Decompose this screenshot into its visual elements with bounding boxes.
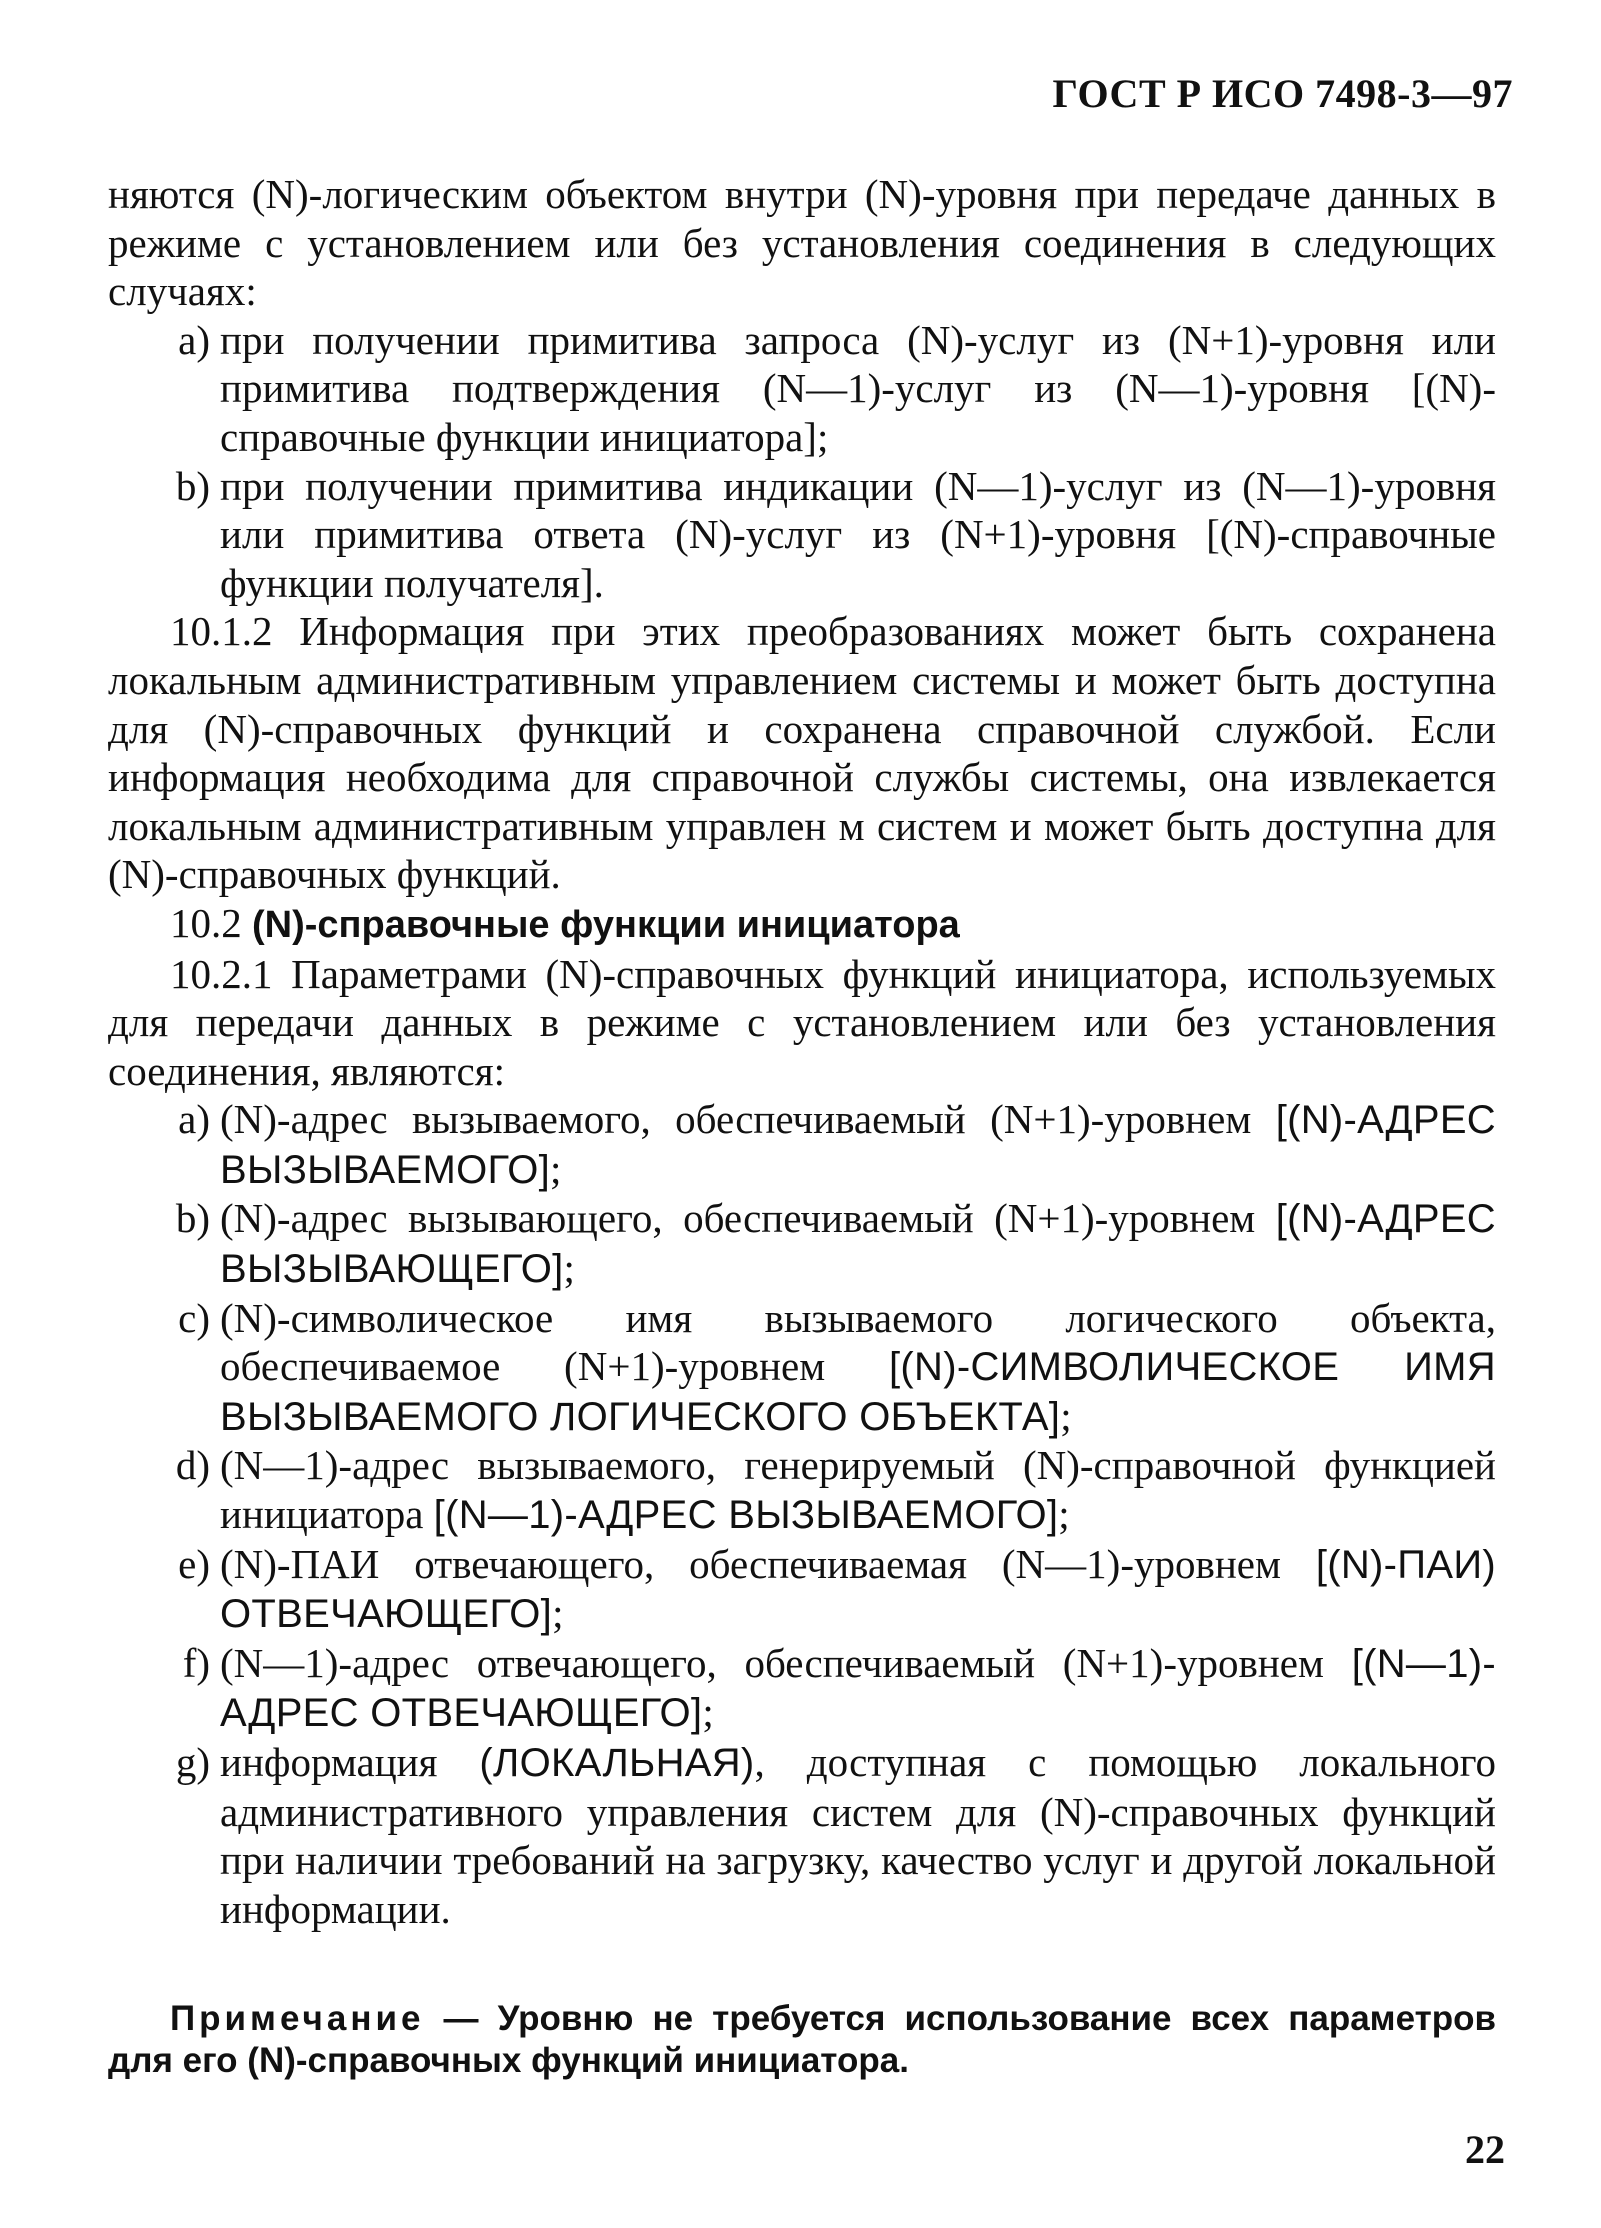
list-item-text (220, 1441, 1496, 1539)
parameter-name: [(N)-АДРЕС ВЫЗЫВАЕМОГО] (220, 1098, 1496, 1192)
page-number: 22 (1465, 2127, 1505, 2172)
list-marker: g) (175, 1739, 210, 1785)
list-item-text: при получении примитива индикации (N—1)-услуг из (N—1)-уровня или примитива ответа (N)-услуг из (N+1)-уровня [(N)-справочные функции получателя]. (220, 462, 1496, 606)
item-text: (N)-адрес вызываемого, обеспечиваемый (N+1)-уровнем (220, 1096, 1276, 1143)
list-marker: a) (178, 1096, 210, 1143)
item-text: информация (220, 1739, 480, 1785)
list-item (108, 1639, 1496, 1738)
list-item-text (220, 1639, 1496, 1738)
item-tail: , доступная с помощью локального административного управления систем для (N)-справочных функций при наличии требований на загрузку, качество услуг и другой локальной информации. (220, 1739, 1497, 1932)
item-tail: ; (1060, 1392, 1072, 1439)
intro-paragraph: няются (N)-логическим объектом внутри (N)-уровня при передаче данных в режиме с установлением или без установления соединения в следующих случаях: (108, 171, 1496, 315)
list-item-text (220, 1540, 1496, 1639)
parameter-name: [(N)-СИМВОЛИЧЕСКОЕ ИМЯ ВЫЗЫВАЕМОГО ЛОГИЧЕСКОГО ОБЪЕКТА] (220, 1345, 1496, 1439)
list-item-text: при получении примитива запроса (N)-услуг из (N+1)-уровня или примитива подтверждения (N—1)-услуг из (N—1)-уровня [(N)-справочные функции инициатора]; (220, 316, 1496, 460)
item-text: (N)-символическое имя вызываемого логического объекта, обеспечиваемое (N+1)-уровнем (220, 1294, 1496, 1390)
list-item (108, 1194, 1496, 1293)
list-item (108, 316, 1496, 462)
list-item (108, 462, 1496, 608)
list-parameters (108, 1095, 1496, 1933)
page-header: ГОСТ Р ИСО 7498-3—97 (1052, 71, 1513, 116)
list-item-text (220, 1095, 1496, 1194)
list-marker: e) (178, 1540, 210, 1587)
paragraph-10-1-2: 10.1.2 Информация при этих преобразованиях может быть сохранена локальным административным управлением системы и может быть доступна для (N)-справочных функций и сохранена справочной службой. Если информация необходима для справочной службы системы, она извлекается локальным административным управлен м систем и может быть доступна для (N)-справочных функций. (108, 608, 1496, 898)
parameter-name: [(N)-ПАИ) ОТВЕЧАЮЩЕГО] (220, 1542, 1496, 1637)
list-item-text (220, 1738, 1496, 1933)
list-item (108, 1540, 1496, 1639)
list-item (108, 1095, 1496, 1194)
section-number: 10.2 (170, 899, 242, 946)
parameter-name: [(N—1)-АДРЕС ОТВЕЧАЮЩЕГО] (220, 1641, 1496, 1736)
list-item (108, 1294, 1496, 1442)
item-tail: ; (702, 1689, 714, 1736)
list-item-text (220, 1194, 1496, 1293)
parameter-name: [(N—1)-АДРЕС ВЫЗЫВАЕМОГО] (433, 1493, 1059, 1538)
item-tail: ; (550, 1145, 562, 1192)
list-item (108, 1441, 1496, 1539)
item-text: (N)-адрес вызывающего, обеспечиваемый (N+1)-уровнем (220, 1195, 1276, 1242)
list-transformations (108, 316, 1496, 608)
item-tail: ; (552, 1590, 564, 1637)
parameter-name: [(N)-АДРЕС ВЫЗЫВАЮЩЕГО] (220, 1197, 1496, 1292)
item-tail: ; (1058, 1491, 1070, 1538)
item-text: (N)-ПАИ отвечающего, обеспечиваемая (N—1)-уровнем (220, 1540, 1316, 1587)
section-title: (N)-справочные функции инициатора (252, 903, 960, 946)
note-block (108, 1998, 1496, 2082)
list-item-text (220, 1294, 1496, 1442)
item-tail: ; (563, 1245, 575, 1292)
list-marker: b) (175, 1195, 210, 1242)
list-marker: a) (178, 316, 210, 363)
item-text: (N—1)-адрес вызываемого, генерируемый (N)-справочной функцией инициатора (220, 1442, 1496, 1538)
paragraph-10-2-1: 10.2.1 Параметрами (N)-справочных функций инициатора, используемых для передачи данных в режиме с установлением или без установления соединения, являются: (108, 950, 1496, 1094)
list-marker: f) (182, 1639, 210, 1686)
note-label: Примечание (170, 1999, 425, 2038)
parameter-name: (ЛОКАЛЬНАЯ) (479, 1741, 755, 1785)
list-item (108, 1738, 1496, 1933)
list-marker: c) (178, 1294, 210, 1341)
list-marker: d) (175, 1442, 210, 1489)
list-marker: b) (175, 462, 210, 509)
note-paragraph (108, 1998, 1496, 2082)
note-text: — Уровню не требуется использование всех параметров для его (N)-справочных функций инициатора. (108, 1999, 1496, 2080)
item-text: (N—1)-адрес отвечающего, обеспечиваемый (N+1)-уровнем (220, 1639, 1352, 1686)
document-body (108, 170, 1496, 1933)
section-heading-10-2 (108, 899, 1496, 950)
